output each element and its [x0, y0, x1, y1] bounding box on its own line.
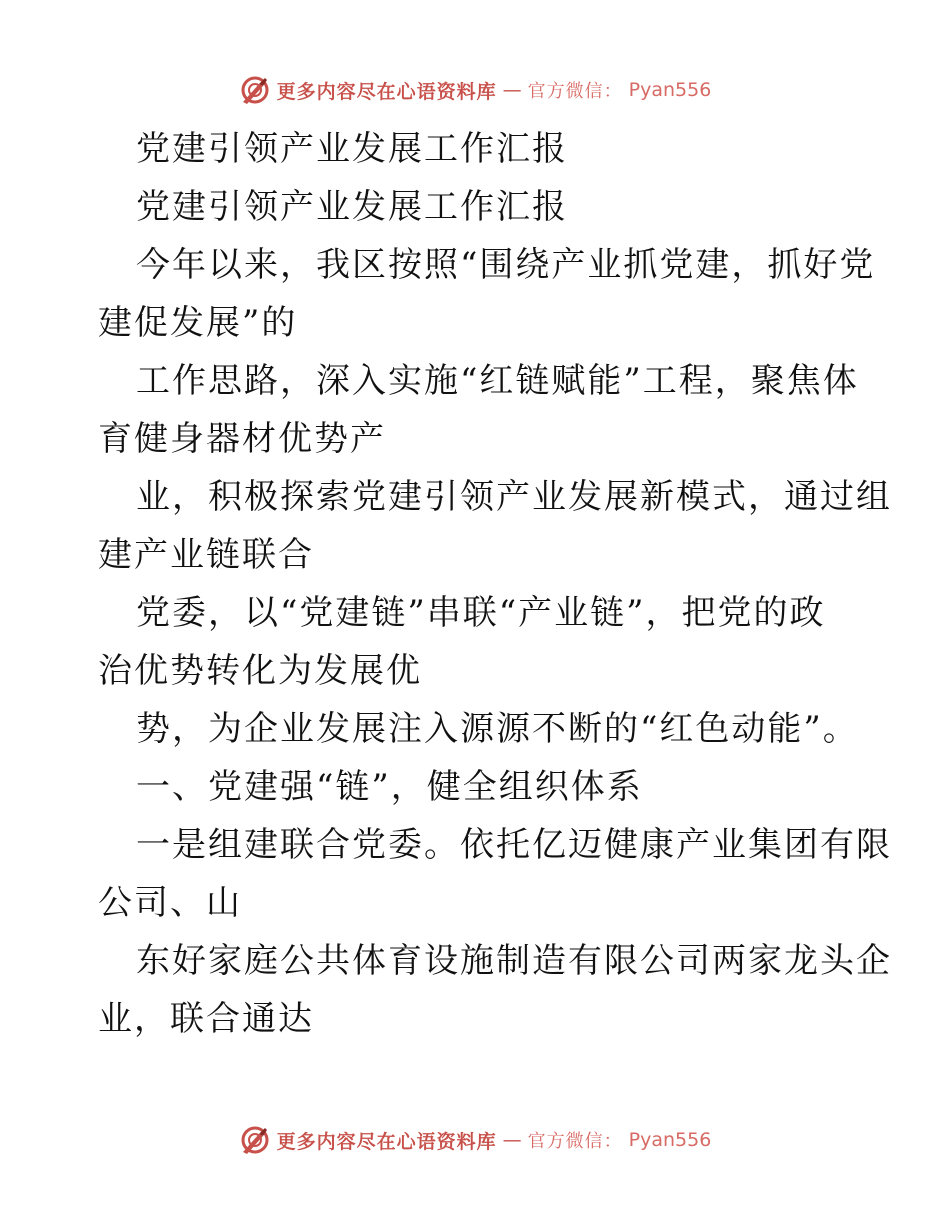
document-line: 党委，以“党建链”串联“产业链”，把党的政: [136, 593, 826, 633]
document-line: 工作思路，深入实施“红链赋能”工程，聚焦体: [136, 361, 859, 401]
document-line: 一、党建强“链”，健全组织体系: [136, 767, 643, 807]
pen-circle-logo-icon: [239, 74, 271, 106]
watermark-site-text: 更多内容尽在心语资料库: [276, 80, 497, 103]
watermark-wechat-label: 官方微信：: [527, 81, 623, 102]
document-line: 治优势转化为发展优: [98, 651, 422, 691]
header-watermark: [0, 70, 950, 110]
document-line: 业，联合通达: [98, 999, 314, 1039]
document-line: 今年以来，我区按照“围绕产业抓党建，抓好党: [136, 245, 876, 285]
pen-circle-logo-icon: [239, 1124, 271, 1156]
document-line: 育健身器材优势产: [98, 419, 386, 459]
watermark-site-text: 更多内容尽在心语资料库: [276, 1130, 497, 1153]
watermark-wechat-label: 官方微信：: [527, 1131, 623, 1152]
document-line: 党建引领产业发展工作汇报: [136, 187, 568, 227]
document-line: 党建引领产业发展工作汇报: [136, 129, 568, 169]
document-line: 建促发展”的: [98, 303, 298, 343]
watermark-wechat-id: Pyan556: [628, 1129, 712, 1151]
watermark-dash: —: [502, 1129, 522, 1151]
document-line: 东好家庭公共体育设施制造有限公司两家龙头企: [136, 941, 892, 981]
document-line: 公司、山: [98, 883, 242, 923]
footer-watermark: [0, 1120, 950, 1160]
document-line: 建产业链联合: [98, 535, 314, 575]
watermark-wechat-id: Pyan556: [628, 79, 712, 101]
watermark-dash: —: [502, 79, 522, 101]
document-line: 一是组建联合党委。依托亿迈健康产业集团有限: [136, 825, 892, 865]
document-body: [98, 120, 892, 1048]
document-line: 业，积极探索党建引领产业发展新模式，通过组: [136, 477, 892, 517]
document-line: 势，为企业发展注入源源不断的“红色动能”。: [136, 709, 859, 749]
